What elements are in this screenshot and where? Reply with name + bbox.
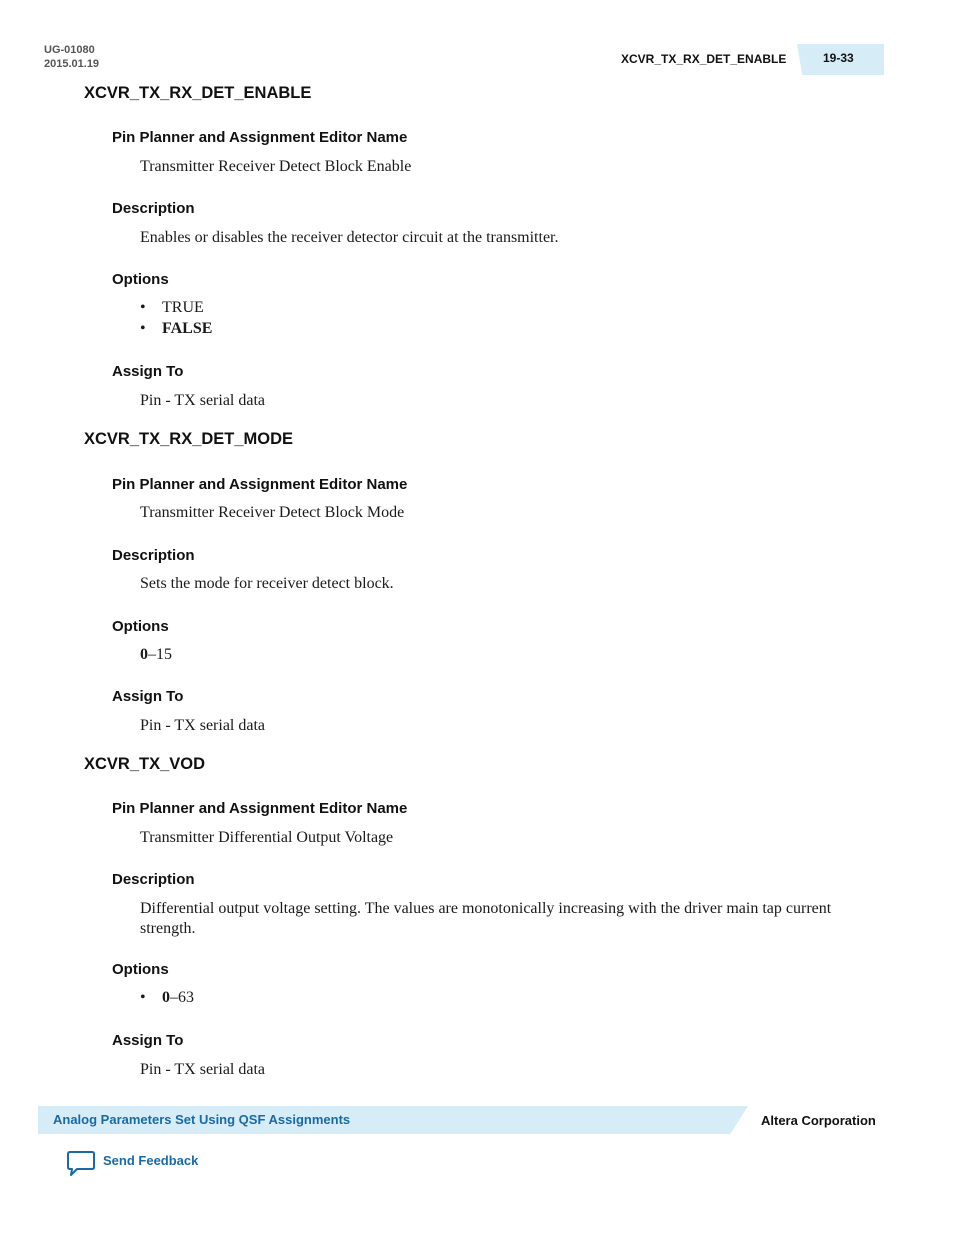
option-item (140, 320, 212, 338)
option-default: 0 (162, 989, 170, 1006)
send-feedback-link[interactable]: Send Feedback (103, 1153, 199, 1168)
options-heading: Options (112, 618, 169, 635)
running-title: XCVR_TX_RX_DET_ENABLE (621, 52, 787, 66)
assign-to-value: Pin - TX serial data (140, 1061, 266, 1078)
description-heading: Description (112, 871, 195, 888)
description-heading: Description (112, 200, 195, 217)
option-text: TRUE (162, 299, 204, 316)
description-heading: Description (112, 547, 195, 564)
bullet-icon: • (140, 320, 146, 337)
assign-to-heading: Assign To (112, 1032, 184, 1049)
chapter-link[interactable]: Analog Parameters Set Using QSF Assignments (53, 1112, 351, 1127)
company-name: Altera Corporation (761, 1113, 876, 1128)
assign-to-heading: Assign To (112, 688, 184, 705)
doc-id-number: UG-01080 (44, 44, 95, 56)
option-range (140, 645, 172, 665)
speech-bubble-icon[interactable] (66, 1150, 96, 1178)
pin-name-value: Transmitter Receiver Detect Block Mode (140, 504, 405, 521)
pin-name-heading: Pin Planner and Assignment Editor Name (112, 800, 408, 817)
option-range-end: –15 (148, 646, 172, 663)
option-item (140, 299, 204, 317)
assign-to-value: Pin - TX serial data (140, 717, 266, 734)
description-text: Sets the mode for receiver detect block. (140, 575, 394, 592)
description-text: Enables or disables the receiver detector circuit at the transmitter. (140, 229, 559, 246)
option-default: 0 (140, 646, 148, 663)
pin-name-heading: Pin Planner and Assignment Editor Name (112, 476, 408, 493)
pin-name-value: Transmitter Differential Output Voltage (140, 829, 394, 846)
section-title: XCVR_TX_RX_DET_ENABLE (84, 84, 312, 102)
document-id (44, 43, 99, 71)
bullet-icon: • (140, 299, 146, 316)
page-number: 19-33 (823, 51, 854, 65)
options-heading: Options (112, 271, 169, 288)
section-title: XCVR_TX_VOD (84, 755, 206, 773)
section-title: XCVR_TX_RX_DET_MODE (84, 430, 294, 448)
bullet-icon: • (140, 989, 146, 1006)
assign-to-heading: Assign To (112, 363, 184, 380)
description-text: Differential output voltage setting. The values are monotonically increasing with the driver main tap current strength. (140, 900, 832, 937)
doc-date: 2015.01.19 (44, 58, 100, 70)
pin-name-value: Transmitter Receiver Detect Block Enable (140, 158, 412, 175)
assign-to-value: Pin - TX serial data (140, 392, 266, 409)
option-item (140, 989, 194, 1007)
options-heading: Options (112, 961, 169, 978)
option-text-default: FALSE (162, 320, 213, 337)
option-range-end: –63 (170, 989, 194, 1006)
pin-name-heading: Pin Planner and Assignment Editor Name (112, 129, 408, 146)
